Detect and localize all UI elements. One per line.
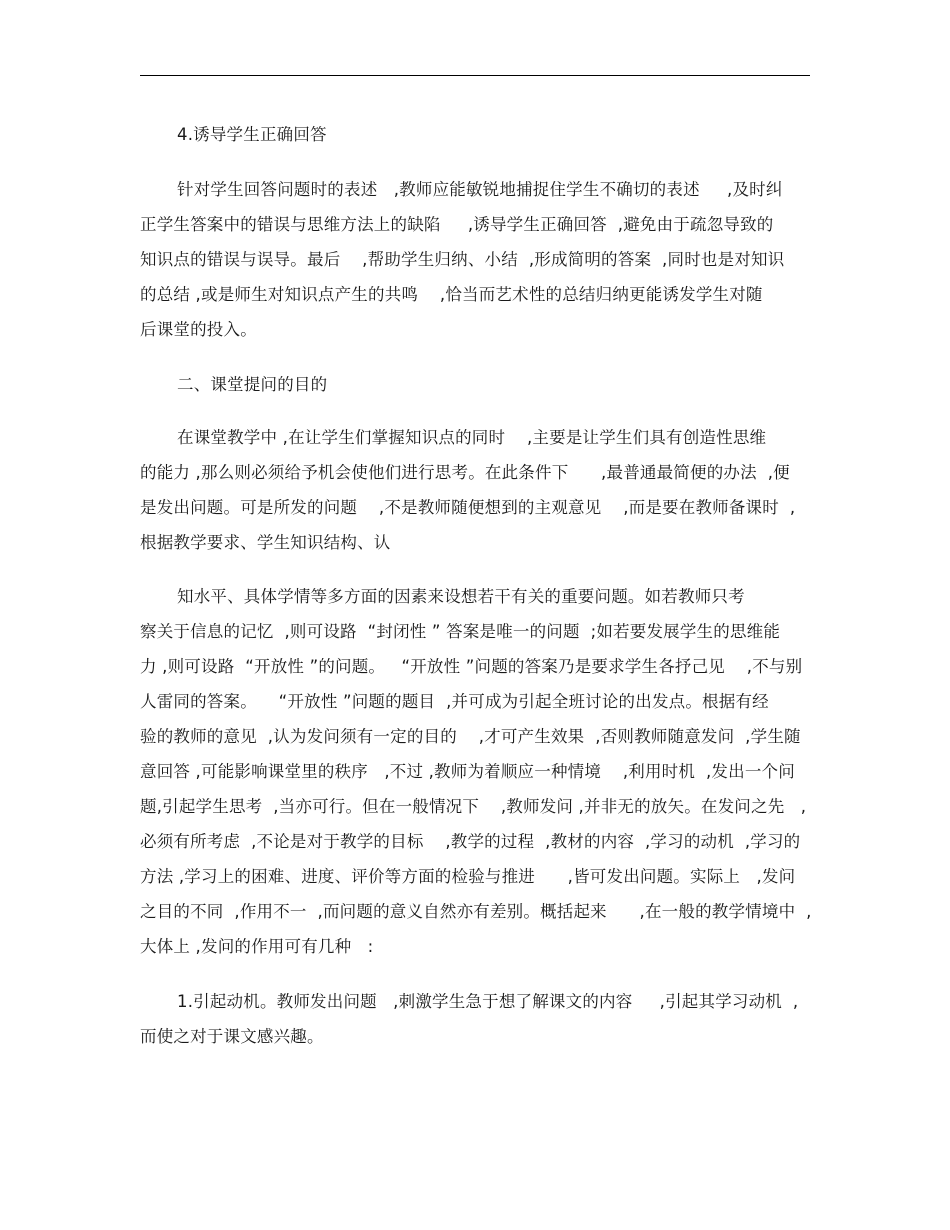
- paragraph-line: 人雷同的答案。 “开放性 ”问题的题目 ,并可成为引起全班讨论的出发点。根据有经: [140, 692, 769, 711]
- paragraph-line: 大体上 ,发问的作用可有几种 :: [140, 937, 374, 956]
- section-heading-2: 二、课堂提问的目的: [177, 375, 328, 394]
- paragraph-line: 察关于信息的记忆 ,则可设路 “封闭性 ” 答案是唯一的问题 ;如若要发展学生的思维能: [140, 622, 781, 641]
- paragraph-line: 后课堂的投入。: [140, 320, 257, 339]
- paragraph-line: 正学生答案中的错误与思维方法上的缺陷 ,诱导学生正确回答 ,避免由于疏忽导致的: [140, 215, 774, 234]
- paragraph-line: 意回答 ,可能影响课堂里的秩序 ,不过 ,教师为着顺应一种情境 ,利用时机 ,发出一个问: [140, 762, 795, 781]
- paragraph-line: 必须有所考虑 ,不论是对于教学的目标 ,教学的过程 ,教材的内容 ,学习的动机 ,学习的: [140, 832, 801, 851]
- paragraph-line: 方法 ,学习上的困难、进度、评价等方面的检验与推进 ,皆可发出问题。实际上 ,发问: [140, 867, 796, 886]
- paragraph-line: 是发出问题。可是所发的问题 ,不是教师随便想到的主观意见 ,而是要在教师备课时 ,: [140, 498, 796, 517]
- paragraph-line: 之目的不同 ,作用不一 ,而问题的意义自然亦有差别。概括起来 ,在一般的教学情境中 ,: [140, 902, 812, 921]
- paragraph-line: 针对学生回答问题时的表述 ,教师应能敏锐地捕捉住学生不确切的表述 ,及时纠: [177, 180, 783, 199]
- paragraph-line: 根据教学要求、学生知识结构、认: [140, 533, 391, 552]
- header-rule: [140, 75, 810, 76]
- paragraph-line: 的能力 ,那么则必须给予机会使他们进行思考。在此条件下 ,最普通最简便的办法 ,便: [140, 463, 790, 482]
- paragraph-line: 知水平、具体学情等多方面的因素来设想若干有关的重要问题。如若教师只考: [177, 587, 745, 606]
- paragraph-line: 题,引起学生思考 ,当亦可行。但在一般情况下 ,教师发问 ,并非无的放矢。在发问之先 ,: [140, 797, 807, 816]
- paragraph-line: 知识点的错误与误导。最后 ,帮助学生归纳、小结 ,形成简明的答案 ,同时也是对知识: [140, 250, 785, 269]
- paragraph-line: 在课堂教学中 ,在让学生们掌握知识点的同时 ,主要是让学生们具有创造性思维: [177, 428, 767, 447]
- paragraph-line: 验的教师的意见 ,认为发问须有一定的目的 ,才可产生效果 ,否则教师随意发问 ,学生随: [140, 727, 801, 746]
- section-heading-4: 4.诱导学生正确回答: [177, 125, 327, 144]
- paragraph-line: 力 ,则可设路 “开放性 ”的问题。 “开放性 ”问题的答案乃是要求学生各抒己见 ,不与别: [140, 657, 803, 676]
- paragraph-line: 的总结 ,或是师生对知识点产生的共鸣 ,恰当而艺术性的总结归纳更能诱发学生对随: [140, 285, 763, 304]
- paragraph-line: 1.引起动机。教师发出问题 ,刺激学生急于想了解课文的内容 ,引起其学习动机 ,: [177, 992, 799, 1011]
- paragraph-line: 而使之对于课文感兴趣。: [140, 1027, 324, 1046]
